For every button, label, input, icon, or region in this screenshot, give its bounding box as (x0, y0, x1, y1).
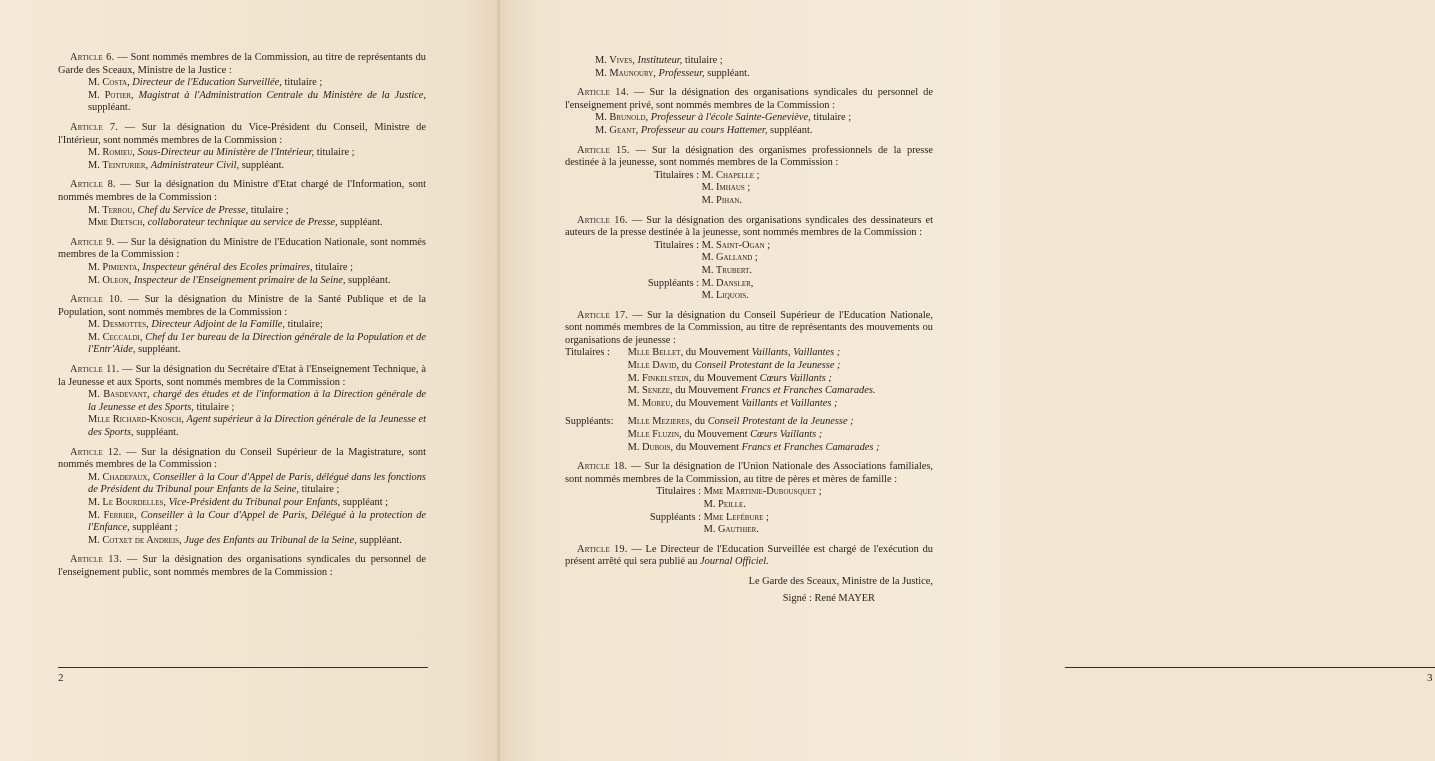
list-item: M. Galland ; (701, 252, 758, 264)
journal-name: Journal Officiel. (700, 556, 769, 568)
article-15 (565, 145, 933, 208)
article-7 (58, 122, 426, 172)
signature-name: Signé : René MAYER (782, 592, 875, 604)
list-item: M. Potier, Magistrat à l'Administration Centrale du Ministère de la Justice, suppléant. (88, 89, 426, 114)
article-text: — Sur la désignation du Secrétaire d'Etat à l'Enseignement Technique, à la Jeunesse et aux Sports, sont nommés membres de la Commission : (58, 364, 427, 388)
list-item: M. Terrou, Chef du Service de Presse, titulaire ; (88, 204, 289, 216)
list-item: M. Ceccaldi, Chef du 1er bureau de la Direction générale de la Population et de l'Entr'Aide, suppléant. (88, 331, 426, 356)
article-text: — Sur la désignation des organisations syndicales du personnel de l'enseignement privé, sont nommés membres de la Commission : (565, 87, 933, 111)
list-item: M. Desmottes, Directeur Adjoint de la Famille, titulaire; (88, 319, 323, 331)
list-item: M. Teinturier, Administrateur Civil, suppléant. (88, 159, 285, 171)
article-text: — Sur la désignation du Ministre de la Santé Publique et de la Population, sont nommés membres de la Commission : (58, 294, 426, 318)
article-title: Article 13. (70, 554, 122, 566)
article-17 (565, 310, 933, 455)
list-item: M. Peille. (703, 499, 746, 510)
article-title: Article 16. (577, 214, 628, 226)
article-12 (58, 447, 426, 548)
list-item: M. Trubert. (701, 264, 752, 276)
article-text: — Sur la désignation du Vice-Président du Conseil, Ministre de l'Intérieur, sont nommés membres de la Commission : (58, 121, 426, 146)
article-text: — Sur la désignation des organismes professionnels de la presse destinée à la jeunesse, sont nommés membres de la Commission : (565, 144, 933, 169)
article-18 (565, 461, 933, 537)
article-text: — Sur la désignation du Conseil Supérieur de l'Education Nationale, sont nommés membres de la Commission, au titre de représentants des mouvements ou organisations de jeunesse : (565, 309, 934, 346)
list-item: M. Seneze, du Mouvement Francs et Franches Camarades. (627, 385, 876, 397)
article-title: Article 14. (577, 87, 629, 99)
list-item: M. Vives, Instituteur, titulaire ; (595, 55, 723, 66)
list-item: M. Ferrier, Conseiller à la Cour d'Appel de Paris, Délégué à la protection de l'Enfance, suppléant ; (88, 509, 427, 534)
footer-rule (58, 667, 428, 668)
article-19 (565, 544, 933, 569)
article-text: — Sur la désignation du Conseil Supérieur de la Magistrature, sont nommés membres de la Commission : (58, 446, 426, 471)
list-item: Mme Dietsch, collaborateur technique au service de Presse, suppléant. (88, 217, 383, 229)
article-16 (565, 215, 933, 303)
list-item: Suppléants : Mme Lefébure ; (649, 511, 769, 523)
article-text: — Sont nommés membres de la Commission, au titre de représentants du Garde des Sceaux, Ministre de la Justice : (58, 52, 426, 76)
article-text: — Sur la désignation des organisations syndicales des dessinateurs et auteurs de la presse destinée à la jeunesse, sont nommés membres de la Commission : (565, 214, 933, 239)
signature-title: Le Garde des Sceaux, Ministre de la Justice, (748, 575, 933, 587)
list-item: M. Moreu, du Mouvement Vaillants et Vaillantes ; (627, 397, 838, 409)
article-title: Article 8. (70, 179, 116, 191)
list-item: Mlle Fluzin, du Mouvement Cœurs Vaillants ; (627, 429, 823, 441)
article-title: Article 17. (577, 309, 629, 321)
list-item: M. Oleon, Inspecteur de l'Enseignement primaire de la Seine, suppléant. (88, 274, 391, 286)
signature-block (565, 576, 933, 605)
list-item: M. Chadefaux, Conseiller à la Cour d'Appel de Paris, délégué dans les fonctions de Président du Tribunal pour Enfants de la Seine, titulaire ; (88, 471, 426, 496)
article-6 (58, 52, 426, 115)
list-item: M. Dubois, du Mouvement Francs et Franches Camarades ; (627, 441, 880, 453)
page-number: 2 (58, 672, 64, 684)
article-text: — Sur la désignation du Ministre de l'Education Nationale, sont nommés membres de la Commission : (58, 236, 426, 261)
list-item: M. Liquois. (701, 290, 749, 302)
page-number: 3 (1427, 672, 1433, 684)
article-10 (58, 294, 426, 357)
list-item: Suppléants : M. Dansler, (647, 277, 754, 289)
list-item: M. Maunoury, Professeur, suppléant. (595, 67, 750, 79)
left-column (58, 52, 426, 587)
list-item: M. Pihan. (701, 194, 742, 206)
article-text: — Sur la désignation du Ministre d'Etat chargé de l'Information, sont nommés membres de la Commission : (58, 179, 426, 203)
left-page (0, 0, 500, 761)
list-item: M. Finkelstein, du Mouvement Cœurs Vaillants ; (627, 372, 832, 384)
article-14 (565, 87, 933, 137)
article-text: — Le Directeur de l'Education Surveillée est chargé de l'exécution du présent arrêté qui sera publié au (565, 543, 933, 568)
article-title: Article 19. (577, 543, 628, 555)
article-title: Article 15. (577, 144, 630, 156)
article-9 (58, 237, 426, 287)
list-item: M. Romieu, Sous-Directeur au Ministère de l'Intérieur, titulaire ; (88, 147, 355, 159)
list-item: Titulaires : Mme Martinie-Dubousquet ; (656, 486, 822, 498)
right-page (500, 0, 1433, 761)
list-item: Mlle Richard-Knosch, Agent supérieur à la Direction générale de la Jeunesse et des Sports, suppléant. (88, 414, 426, 439)
list-item: M. Geant, Professeur au cours Hattemer, suppléant. (595, 124, 813, 136)
article-8 (58, 179, 426, 229)
right-column (565, 55, 933, 609)
footer-rule (1065, 667, 1435, 668)
list-item: Suppléants: Mlle Mezieres, du Conseil Protestant de la Jeunesse ; (565, 416, 854, 428)
article-title: Article 9. (70, 236, 115, 248)
list-item: M. Brunold, Professeur à l'école Sainte-Geneviève, titulaire ; (595, 112, 852, 124)
list-item: M. Costa, Directeur de l'Education Surveillée, titulaire ; (88, 77, 323, 89)
list-item: Mlle David, du Conseil Protestant de la Jeunesse ; (627, 360, 841, 372)
article-title: Article 11. (70, 364, 120, 376)
list-item: M. Pimienta, Inspecteur général des Ecoles primaires, titulaire ; (88, 261, 354, 273)
article-title: Article 7. (70, 121, 119, 133)
article-13-continued (565, 55, 933, 80)
list-item: M. Basdevant, chargé des études et de l'information à la Direction générale de la Jeunesse et des Sports, titulaire ; (88, 389, 427, 413)
article-text: — Sur la désignation de l'Union Nationale des Associations familiales, sont nommés membres de la Commission, au titre de pères et mères de famille : (565, 461, 933, 485)
article-title: Article 10. (70, 294, 123, 306)
list-item: M. Le Bourdelles, Vice-Président du Tribunal pour Enfants, suppléant ; (88, 497, 389, 508)
article-text: — Sur la désignation des organisations syndicales du personnel de l'enseignement public, sont nommés membres de la Commission : (58, 554, 426, 578)
list-item: M. Cotxet de Andreis, Juge des Enfants au Tribunal de la Seine, suppléant. (88, 534, 402, 546)
article-title: Article 12. (70, 446, 122, 458)
list-item: Titulaires : M. Chapelle ; (654, 169, 760, 181)
list-item: M. Imhaus ; (701, 182, 751, 194)
article-title: Article 18. (577, 461, 628, 473)
list-item: Titulaires : Mlle Bellet, du Mouvement Vaillants, Vaillantes ; (565, 347, 841, 359)
article-13 (58, 554, 426, 579)
article-title: Article 6. (70, 52, 115, 63)
list-item: M. Gauthier. (703, 524, 759, 536)
list-item: Titulaires : M. Saint-Ogan ; (654, 239, 771, 251)
article-11 (58, 364, 426, 440)
